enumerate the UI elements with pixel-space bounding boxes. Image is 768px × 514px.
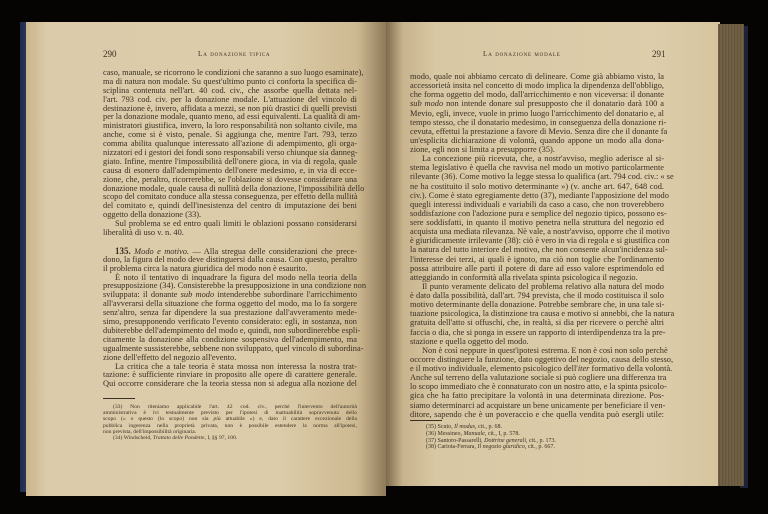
text-line: quegli interessi individuali e variabili da caso a caso, che non troverebbero	[410, 199, 664, 209]
footnote-line	[416, 431, 670, 438]
text-line: che forma oggetto del modo, dall'arricchimento e non viceversa: il donante	[410, 90, 664, 100]
text-line: tempo stesso, che il donatario medesimo, in conseguenza della donazione ri-	[410, 117, 667, 127]
text-line: zione, egli non si limita a presupporre (35).	[410, 145, 555, 154]
text-line: accessorietà insita nel concetto di modo implica la dipendenza dell'obbligo,	[410, 81, 664, 91]
italic-text: sub modo	[180, 290, 215, 300]
italic-text: Dottrine generali	[484, 437, 526, 444]
text-segment: , cit., p. 68.	[475, 424, 503, 430]
running-title: La donazione modale	[483, 50, 561, 58]
text-line: causa di esonero dall'adempimento dell'onere medesimo, e, in via di ecce-	[103, 165, 357, 175]
body-text	[410, 72, 675, 419]
page-number: 291	[652, 49, 666, 59]
text-line: liberalità di uso v. n. 40.	[103, 228, 184, 238]
text-line: motivo determinante della donazione. Potrebbe sembrare che, in una tale si-	[410, 300, 665, 310]
text-line: l'interesse dei terzi, ai quali è ignoto, ma ciò non toglie che l'ordinamento	[410, 254, 664, 264]
footnote-line: (33) Non riteniamo applicabile l'art. 42 cod. civ., perchè l'intervento dell'autorità	[113, 404, 357, 410]
text-segment: (34) Windscheid,	[113, 434, 153, 441]
text-line: siamo determinarci ad acquistare un bene unicamente per beneficiare il ven-	[410, 400, 666, 410]
text-line: Non è così neppure in quest'ipotesi estrema. E non è così non solo perchè	[422, 345, 668, 355]
text-line: sere soddisfatti, in quanto il motivo penetra nella struttura del negozio ed	[410, 218, 664, 227]
text-line: ministratori giustifica, invero, la loro responsabilità non soltanto civile, ma	[103, 121, 357, 131]
text-segment: (38) Cariota-Ferrara,	[426, 444, 478, 451]
text-line: La critica che a tale teoria è stata mossa non interessa la nostra trat-	[115, 361, 357, 371]
text-segment: intenderebbe subordinare l'arricchimento	[214, 290, 358, 300]
text-line: la natura del tutto interiore del motivo, che non consente alcun'incidenza sul-	[410, 245, 668, 255]
text-line: Il punto veramente delicato del problema relativo alla natura del modo	[422, 281, 664, 291]
footnote-line: non prevista, dell'impossibilità originaria.	[103, 428, 197, 435]
text-segment: , cit., p. 667.	[524, 444, 555, 451]
text-line: comma abilita qualunque interessato all'azione di adempimento, gli orga-	[103, 139, 357, 149]
text-line: È noto il tentativo di inquadrare la figura del modo nella teoria della	[115, 272, 357, 282]
text-line	[410, 364, 673, 373]
text-line: tuazione psicologica, la distinzione tra causa e motivo si annebbi, che la natura	[410, 309, 675, 319]
text-line: giato. Infine, mentre l'impossibilità dell'onere gioca, in via di regola, quale	[103, 156, 357, 166]
footnotes	[103, 404, 357, 441]
text-line: destinazione è, invero, affidata a mezzi, se non più drastici di quelli previsti	[103, 103, 357, 113]
text-line: ugualmente sussisterebbe, sebbene non sviluppato, quel vincolo di subordina-	[103, 343, 364, 353]
footnote-line	[416, 424, 670, 431]
text-line: gratuita dell'atto si offuschi, che, in realtà, si dia per ricevere o perchè altri	[410, 318, 664, 328]
italic-text: iter	[577, 364, 590, 373]
text-line: ditore, sapendo che è un poveraccio e che quella vendita può esergli utile:	[410, 409, 664, 419]
text-segment: sviluppata: il donante	[103, 290, 181, 300]
text-line: donazione modale, quale causa di nullità della donazione, l'impossibilità dello	[103, 183, 365, 193]
text-line	[410, 99, 664, 108]
text-line: sciplina contenuta nell'art. 40 cod. civ., che assorbe quella dettata nel-	[103, 85, 357, 95]
italic-text: sub modo	[410, 99, 444, 109]
text-line: lo scopo immediato che è connaturato con un nostro atto, e la spinta psicolo-	[410, 382, 667, 392]
text-segment: — Alla stregua delle considerazioni che prece-	[189, 246, 358, 256]
text-line: per la donazione modale, quanto meno, ad essi equivalenti. La qualità di am-	[103, 112, 361, 122]
text-line: scopo del comitato conduce alla stessa conseguenza, per effetto della nullità	[103, 192, 358, 202]
text-line: dubiterebbe dell'adempimento del modo e, quindi, non subordinerebbe espli-	[103, 325, 361, 335]
section-number: 135.	[115, 245, 131, 256]
text-line: gica che ha fatto precipitare la volontà in una determinata direzione. Pos-	[410, 391, 664, 401]
text-line: possa attribuire alle parti il potere di dare ad esso valore esprimendolo ed	[410, 263, 664, 273]
text-line: un'esplicita dichiarazione di volontà, quando appone un modo alla dona-	[410, 135, 664, 145]
text-line: soddisfazione con l'adozione pura e semplice del negozio tipico, possono es-	[410, 208, 667, 218]
text-segment: , cit., p. 173.	[525, 437, 556, 444]
body-text	[103, 68, 367, 389]
text-segment: scopo (« o questo (lo scopo) non sia	[103, 416, 214, 423]
text-line: Qui occorre considerare che la teoria stessa non si adegua alla nozione del	[103, 379, 357, 389]
text-line: del comitato e, quindi dell'inesistenza del centro di imputazione dei beni	[103, 201, 357, 211]
text-line: il problema circa la natura giuridica del modo non è esaurito.	[103, 263, 308, 273]
italic-text: Modo e motivo.	[134, 246, 190, 256]
text-line: acquista una mediata rilevanza. Nè vale, a nostr'avviso, opporre che il motivo	[410, 227, 670, 237]
right-page	[386, 22, 720, 486]
text-line: è giuridicamente irrilevante (38): ciò è vero in via di regola e si giustifica con	[410, 236, 670, 246]
text-line: zione, che, peraltro, ricorrerebbe, se l'oblazione si dovesse considerare una	[103, 174, 357, 184]
footnote-divider	[410, 420, 442, 421]
italic-text: Manuale	[463, 430, 485, 437]
text-line: tazione: è sufficiente rinviare in proposito alle opere di carattere generale.	[103, 370, 357, 380]
footnote-line	[416, 444, 670, 451]
italic-text: Trattato delle Pandette	[152, 434, 205, 441]
text-line: ma di natura non modale. Su quest'ultimo punto ci conforta la specifica di-	[103, 76, 357, 86]
text-line: stema legislativo è quella che ravvisa nel modo un motivo particolarmente	[410, 163, 664, 173]
text-segment: (37) Santoro-Passarelli,	[426, 437, 485, 444]
text-line: atteggiando in conformità alla rivelata spinta psicologica il negozio.	[410, 272, 638, 282]
text-line: cevuta, effettui la prestazione a favore di Mevio. Senza dire che il donante fa	[410, 126, 668, 136]
text-line: nizzatori ed i gestori dei fondi sono responsabili verso chiunque sia danneg-	[103, 148, 358, 158]
running-title: La donazione tipica	[198, 50, 271, 58]
text-segment: , I, §§ 97, 100.	[204, 434, 238, 441]
text-line: La concezione più ricevuta, che, a nostr'avviso, meglio aderisce al si-	[422, 154, 664, 164]
text-segment: (35) Scuto,	[426, 424, 455, 430]
italic-text: Il negozio giuridico	[477, 444, 525, 451]
italic-text: Il modus	[454, 424, 476, 430]
text-segment: formativo della volontà.	[589, 364, 673, 373]
text-line: dono, la figura del modo deve distinguersi dalla causa. Con questo, peraltro	[103, 254, 357, 264]
text-line: simo, presupponendo verificato l'evento considerato: egli, in sostanza, non	[103, 317, 357, 327]
page-number: 290	[103, 49, 117, 59]
text-line: Sul problema se ed entro quali limiti le oblazioni possano considerarsi	[115, 219, 357, 229]
footnote-line: amministrativa è ivi testualmente previsto per l'ipotesi di inattuabilità sopravvenuta dello	[103, 410, 357, 417]
text-segment: e il motivo individuale, elemento psicologico dell'	[410, 364, 578, 373]
text-line: senz'altro, senza far dipendere la sua prestazione dall'avveramento mede-	[103, 308, 357, 318]
text-line: presupposizione (34). Consisterebbe la presupposizione in una condizione non	[103, 281, 367, 291]
footnotes	[416, 424, 670, 451]
footnote-line: pubblica ingerenza nella proprietà privata, non è possibile estendere la norma all'ipotesi,	[103, 422, 357, 429]
footnote-line	[103, 416, 357, 422]
text-line: occorre distinguere la funzione, dato oggettivo del negozio, causa dello stesso,	[410, 354, 674, 364]
text-line: Mevio, egli, invece, vuole in primo luogo l'arricchimento del donatario e, al	[410, 108, 664, 118]
footnote-divider	[103, 398, 135, 399]
text-line: anche, come si è visto, penale. Si aggiunga che, mentre l'art. 793, terzo	[103, 130, 357, 140]
left-page	[26, 22, 386, 496]
text-line: ne ha costituito il solo motivo determinante ») (v. anche art. 647, 648 cod.	[410, 181, 664, 191]
text-line: è dato dalla possibilità, dall'art. 794 prevista, che il modo costituisca il solo	[410, 291, 664, 300]
text-segment: , cit., I, p. 578.	[484, 430, 520, 437]
footnote-line	[103, 435, 357, 441]
text-segment: (36) Messineo,	[426, 430, 464, 437]
text-line: l'art. 793 cod. civ. per la donazione modale. L'attuazione del vincolo di	[103, 94, 357, 104]
page-edges	[718, 24, 744, 486]
text-line: all'avverarsi della situazione che forma oggetto del modo, ma lo fa sorgere	[103, 299, 357, 309]
text-line: modo, quale noi abbiamo cercato di delineare. Come già abbiamo visto, la	[410, 72, 664, 81]
text-line: rilevante (36). Come motivo la legge stessa lo qualifica (art. 794 cod. civ.: « se	[410, 172, 674, 182]
text-segment: non intende donare sul presupposto che il donatario darà 100 a	[443, 99, 664, 109]
text-line: civ.). Come è stato egregiamente detto (37), mediante l'apposizione del modo	[410, 190, 669, 200]
text-line: faccia o dia, che si ponga in essere un rapporto di interdipendenza tra la pre-	[410, 327, 666, 337]
text-line: oggetto della donazione (33).	[103, 210, 202, 220]
italic-text: più	[213, 416, 221, 423]
text-line: citamente la donazione alla condizione sospensiva dell'adempimento, ma	[103, 334, 357, 344]
text-line: caso, manuale, se ricorrono le condizioni che saranno a suo luogo esaminate),	[103, 68, 364, 77]
text-line: stazione e quella oggetto del modo.	[410, 336, 529, 346]
text-segment: attuabile ») e, dato il carattere eccezionale della	[220, 416, 357, 423]
text-line: Anche sul terreno della valutazione sociale si può cogliere una differenza tra	[410, 373, 667, 383]
text-line: zione dell'effetto del negozio all'evento.	[103, 352, 237, 362]
